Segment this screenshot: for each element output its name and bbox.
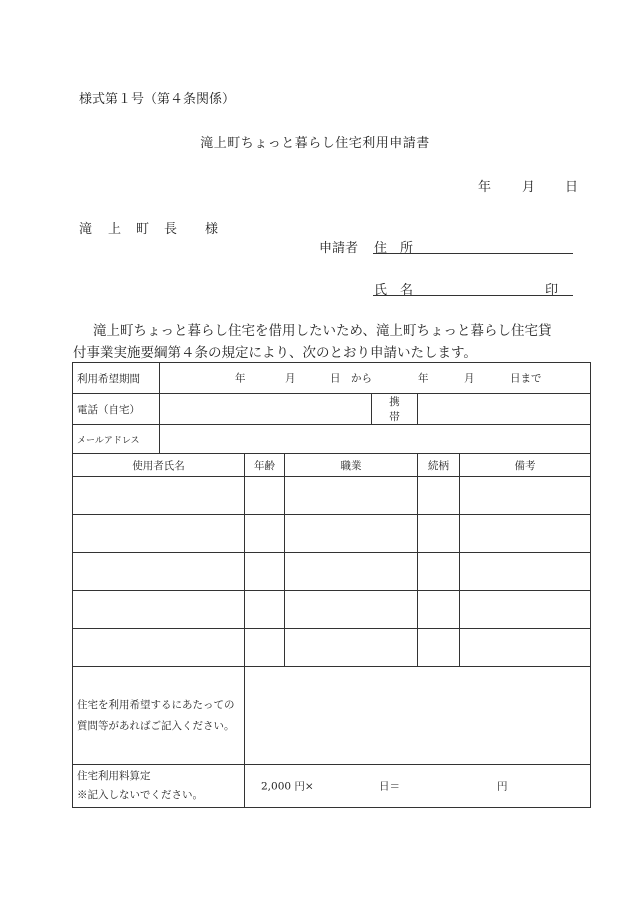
notes-cell[interactable] bbox=[460, 629, 591, 667]
occupation-cell[interactable] bbox=[285, 515, 418, 553]
column-header-relation: 続柄 bbox=[418, 454, 460, 477]
age-cell[interactable] bbox=[245, 515, 285, 553]
column-header-name: 使用者氏名 bbox=[73, 454, 245, 477]
intro-paragraph bbox=[73, 320, 579, 364]
name-label: 氏 名 bbox=[374, 283, 414, 298]
occupation-cell[interactable] bbox=[285, 553, 418, 591]
addressee-char: 長 bbox=[164, 222, 178, 237]
user-name-cell[interactable] bbox=[73, 515, 245, 553]
table-row bbox=[73, 591, 591, 629]
user-name-cell[interactable] bbox=[73, 591, 245, 629]
relation-cell[interactable] bbox=[418, 553, 460, 591]
question-input[interactable] bbox=[245, 667, 591, 765]
fee-row bbox=[73, 765, 591, 808]
email-input[interactable] bbox=[160, 425, 591, 454]
addressee-honorific: 様 bbox=[205, 222, 219, 237]
age-cell[interactable] bbox=[245, 553, 285, 591]
addressee-char: 町 bbox=[136, 222, 150, 237]
period-to-month: 月 bbox=[464, 372, 475, 385]
age-cell[interactable] bbox=[245, 629, 285, 667]
question-label: 住宅を利用希望するにあたっての質問等があればご記入ください。 bbox=[73, 667, 245, 765]
period-from-year: 年 bbox=[235, 372, 246, 385]
form-number: 様式第１号（第４条関係） bbox=[79, 92, 236, 107]
period-from-month: 月 bbox=[285, 372, 296, 385]
address-label: 住 所 bbox=[374, 241, 414, 256]
relation-cell[interactable] bbox=[418, 591, 460, 629]
date-month: 月 bbox=[522, 180, 536, 195]
intro-line: 滝上町ちょっと暮らし住宅を借用したいため、滝上町ちょっと暮らし住宅貸 bbox=[93, 323, 552, 339]
notes-cell[interactable] bbox=[460, 553, 591, 591]
email-label: メールアドレス bbox=[73, 425, 160, 454]
period-row bbox=[73, 363, 591, 394]
notes-cell[interactable] bbox=[460, 477, 591, 515]
phone-row bbox=[73, 394, 591, 425]
occupation-cell[interactable] bbox=[285, 477, 418, 515]
table-row bbox=[73, 553, 591, 591]
email-row bbox=[73, 425, 591, 454]
fee-label bbox=[73, 765, 245, 808]
mobile-phone-input[interactable] bbox=[418, 394, 591, 425]
mobile-label: 携 帯 bbox=[372, 394, 418, 425]
question-row bbox=[73, 667, 591, 765]
addressee-char: 上 bbox=[108, 222, 122, 237]
period-from-day: 日 から bbox=[330, 372, 372, 385]
occupation-cell[interactable] bbox=[285, 591, 418, 629]
applicant-label: 申請者 bbox=[319, 241, 359, 256]
fee-days: 日＝ bbox=[379, 780, 400, 793]
table-row bbox=[73, 629, 591, 667]
user-name-cell[interactable] bbox=[73, 553, 245, 591]
fee-yen: 円 bbox=[497, 780, 508, 793]
name-field[interactable] bbox=[373, 278, 573, 296]
phone-label: 電話（自宅） bbox=[73, 394, 160, 425]
date-day: 日 bbox=[565, 180, 579, 195]
address-field[interactable] bbox=[373, 236, 573, 254]
addressee-char: 滝 bbox=[79, 222, 93, 237]
table-row bbox=[73, 477, 591, 515]
table-row bbox=[73, 515, 591, 553]
notes-cell[interactable] bbox=[460, 591, 591, 629]
fee-unit-price: 2,000 円× bbox=[261, 780, 314, 793]
home-phone-input[interactable] bbox=[160, 394, 372, 425]
relation-cell[interactable] bbox=[418, 477, 460, 515]
column-header-occupation: 職業 bbox=[285, 454, 418, 477]
occupation-cell[interactable] bbox=[285, 629, 418, 667]
notes-cell[interactable] bbox=[460, 515, 591, 553]
page-title: 滝上町ちょっと暮らし住宅利用申請書 bbox=[200, 136, 430, 151]
user-name-cell[interactable] bbox=[73, 629, 245, 667]
age-cell[interactable] bbox=[245, 591, 285, 629]
user-name-cell[interactable] bbox=[73, 477, 245, 515]
fee-label-line: 住宅利用料算定 bbox=[77, 770, 151, 782]
intro-line: 付事業実施要綱第４条の規定により、次のとおり申請いたします。 bbox=[73, 345, 477, 361]
date-year: 年 bbox=[478, 180, 492, 195]
period-label: 利用希望期間 bbox=[73, 363, 160, 394]
column-header-age: 年齢 bbox=[245, 454, 285, 477]
period-to-year: 年 bbox=[418, 372, 429, 385]
seal-mark: 印 bbox=[545, 283, 559, 298]
fee-calculation bbox=[245, 765, 591, 808]
table-header-row bbox=[73, 454, 591, 477]
period-input[interactable] bbox=[160, 363, 591, 394]
relation-cell[interactable] bbox=[418, 515, 460, 553]
relation-cell[interactable] bbox=[418, 629, 460, 667]
fee-label-note: ※記入しないでください。 bbox=[77, 789, 203, 801]
period-to-day: 日まで bbox=[510, 372, 542, 385]
application-table bbox=[72, 362, 591, 808]
age-cell[interactable] bbox=[245, 477, 285, 515]
column-header-notes: 備考 bbox=[460, 454, 591, 477]
